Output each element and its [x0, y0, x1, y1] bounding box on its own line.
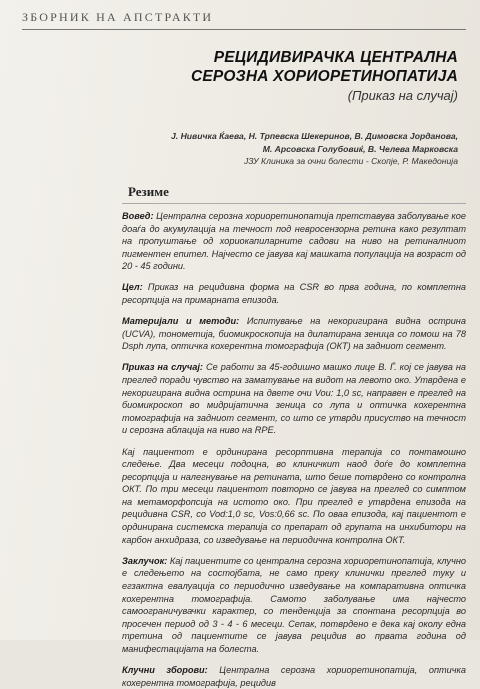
aim-label: Цел: [122, 282, 143, 293]
conclusion-label: Заклучок: [122, 555, 168, 566]
aim-text: Приказ на рецидивна форма на CSR во прва година, по комплетна ресорпција на примарната епизода. [122, 282, 466, 306]
title-block [191, 48, 458, 103]
authors-line-2: М. Арсовска Голубовиќ, В. Челева Марковска [262, 143, 458, 154]
therapy-text: Кај пациентот е ординирана ресорптивна терапија со понтамошно следење. Два месеци подоцна, во клиничкит наод доѓе до комплетна ресорпција и налегнување на ретината, што беше потврдено со контролна ОКТ. По три месеци пациентот повторно се јавува на преглед со симптом на метаморфопсија на истото око. При преглед е утврдена епизода на рецидивна CSR, со Vod:1,0 sc, Vos:0,66 sc. По оваа епизода, кај пациентот е ординирана системска терапија со препарат од групата на инхибитори на карбон анхидраза, со изведување на периодична контролна ОКТ. [122, 446, 466, 545]
case-paragraph [122, 361, 466, 437]
case-label: Приказ на случај: [122, 362, 203, 373]
authors-line-1: Ј. Нивичка Ќаева, Н. Трпевска Шекеринов, В. Димовска Јорданова, [171, 131, 458, 141]
case-text: Се работи за 45-годишно машко лице В. Ѓ. кој се јавува на преглед поради чувство на заматување на видот на левото око. Утврдена е некоригирана видна острина на двете очи Vou: 1,0 sc, направен е преглед на биомикроскоп во мидријатична зеница со лупа и оптичка кохерентна томографија на задниот сегмент, со што се утврди присуство на течност и серозна аблација на ниво на RPE. [122, 362, 466, 436]
intro-text: Централна серозна хориоретинопатија претставува заболување кое доаѓа до акумулација на течност под невросензорна ретина како резултат на пропуштање од хориокапиларните садови на ниво на ретиналниот пигментен епител. Најчесто се јавува кај машката популација на возраст од 20 - 45 години. [122, 211, 466, 272]
affiliation: ЈЗУ Клиника за очни болести - Скопје, Р. Македонија [243, 156, 458, 166]
header-rule [22, 29, 466, 30]
conclusion-paragraph [122, 555, 466, 656]
keywords-text: Централна серозна хориоретинопатија, оптичка кохерентна томографија, рецидив [122, 665, 466, 688]
authors-block [171, 130, 458, 168]
intro-paragraph [122, 210, 466, 273]
methods-text: Испитување на некоригирана видна острина (UCVA), тонометија, биомикроскопија на дилатирана зеница со помош на 78 Dsph лупа, оптичка кохерентна томографија (ОКТ) на задниот сегмент. [122, 316, 466, 352]
therapy-paragraph [122, 446, 466, 547]
section-heading: Резиме [128, 184, 169, 199]
running-head: ЗБОРНИК НА АПСТРАКТИ [22, 10, 214, 24]
title-line-1: РЕЦИДИВИРАЧКА ЦЕНТРАЛНА [213, 49, 458, 66]
intro-label: Вовед: [122, 211, 154, 221]
aim-paragraph [122, 281, 466, 306]
conclusion-text: Кај пациентите со централна серозна хориоретинопатија, клучно е следењето на состојбата, не само преку клинички преглед туку и егзактна евалуација со периодично изведување на компаративна оптичка кохерентна томографија. Самото заболување има најчесто самоограничувачки карактер, со тенденција за спонтана ресорпција во просечен период од 3 - 4 - 6 месеци. Сепак, потврдено е дека кај околу една третина од пациентите се јавува рецидив во првата година од манифестацијата на болеста. [122, 555, 466, 654]
abstract-body [122, 210, 466, 689]
methods-paragraph [122, 315, 466, 353]
keywords-label: Клучни зборови: [122, 665, 208, 675]
section-rule [122, 203, 466, 204]
methods-label: Материјали и методи: [122, 316, 240, 327]
title-line-2: СЕРОЗНА ХОРИОРЕТИНОПАТИЈА [190, 68, 458, 85]
subtitle: (Приказ на случај) [347, 88, 458, 103]
keywords-paragraph [122, 664, 466, 689]
